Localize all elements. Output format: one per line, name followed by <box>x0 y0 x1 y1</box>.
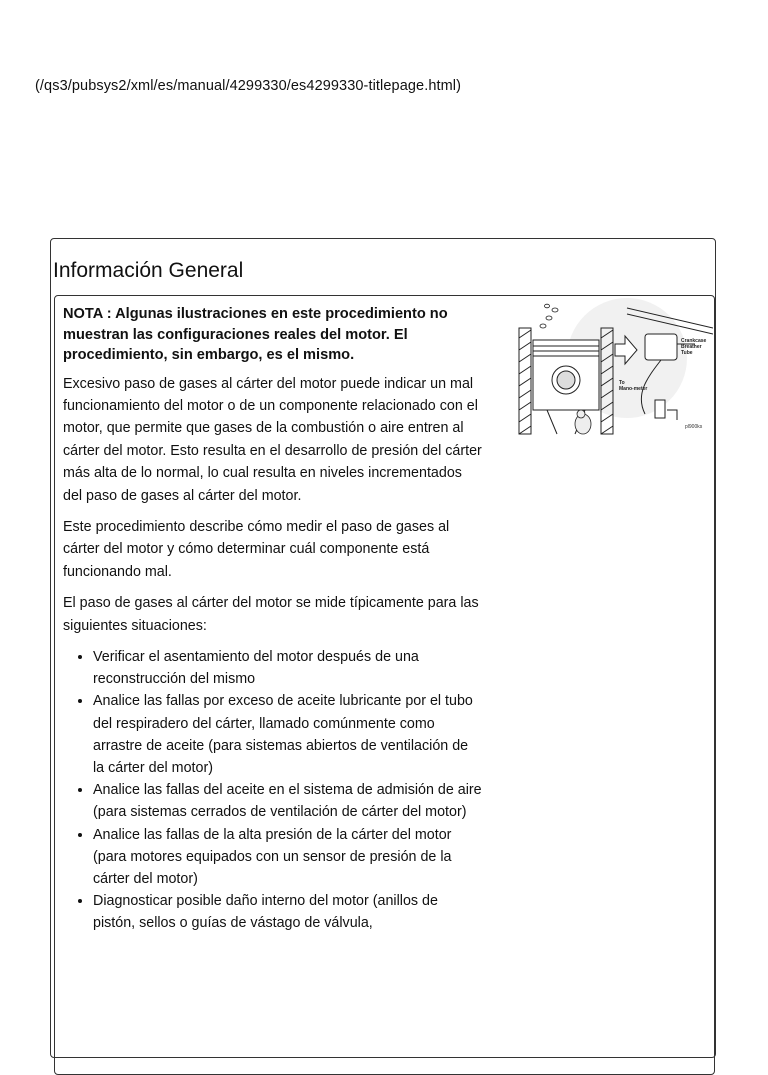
procedure-content-box <box>54 295 715 1075</box>
general-info-section <box>50 238 716 1058</box>
label-breather: Breather <box>681 344 702 350</box>
section-title: Información General <box>53 259 244 282</box>
blowby-illustration <box>517 298 713 436</box>
procedure-text <box>63 304 483 935</box>
blowby-gas-puffs <box>540 304 558 328</box>
list-item: • Verificar el asentamiento del motor después de una reconstrucción del mismo <box>93 646 483 690</box>
paragraph-blowby-intro: Excesivo paso de gases al cárter del motor puede indicar un mal funcionamiento del motor o de un componente relacionado con el motor, que permite que gases de la combustión o aire entren al cárter del motor. Esto resulta en el desarrollo de presión del cárter más alta de lo normal, lo cual resulta en niveles incrementados del paso de gases al cárter del motor. <box>63 375 482 504</box>
list-item: • Analice las fallas del aceite en el sistema de admisión de aire (para sistemas cerrados de ventilación de cárter del motor) <box>93 779 483 823</box>
label-tube: Tube <box>681 350 693 356</box>
list-item: • Analice las fallas por exceso de aceite lubricante por el tubo del respiradero del cárter, llamado comúnmente como arrastre de aceite (para sistemas abiertos de ventilación de la cárter del motor) <box>93 690 483 779</box>
label-manometer: Mano-meter <box>619 386 648 392</box>
paragraph-procedure-description: Este procedimiento describe cómo medir el paso de gases al cárter del motor y cómo determinar cuál componente está funcionando mal. <box>63 518 450 580</box>
figure-code: pl900ks <box>685 424 703 430</box>
situations-list <box>63 646 483 935</box>
url-path-text[interactable]: (/qs3/pubsys2/xml/es/manual/4299330/es4299330-titlepage.html) <box>35 78 462 94</box>
hand-figure <box>575 410 591 434</box>
list-item: • Diagnosticar posible daño interno del motor (anillos de pistón, sellos o guías de vástago de válvula, <box>93 890 483 934</box>
paragraph-situations-intro: El paso de gases al cárter del motor se mide típicamente para las siguientes situaciones: <box>63 595 479 634</box>
label-crankcase: Crankcase <box>681 338 707 344</box>
label-to: To <box>619 380 625 386</box>
list-item: • Analice las fallas de la alta presión de la cárter del motor (para motores equipados con un sensor de presión de la cárter del motor) <box>93 824 483 891</box>
note-text: NOTA : Algunas ilustraciones en este procedimiento no muestran las configuraciones reales del motor. El procedimiento, sin embargo, es el mismo. <box>63 306 448 363</box>
